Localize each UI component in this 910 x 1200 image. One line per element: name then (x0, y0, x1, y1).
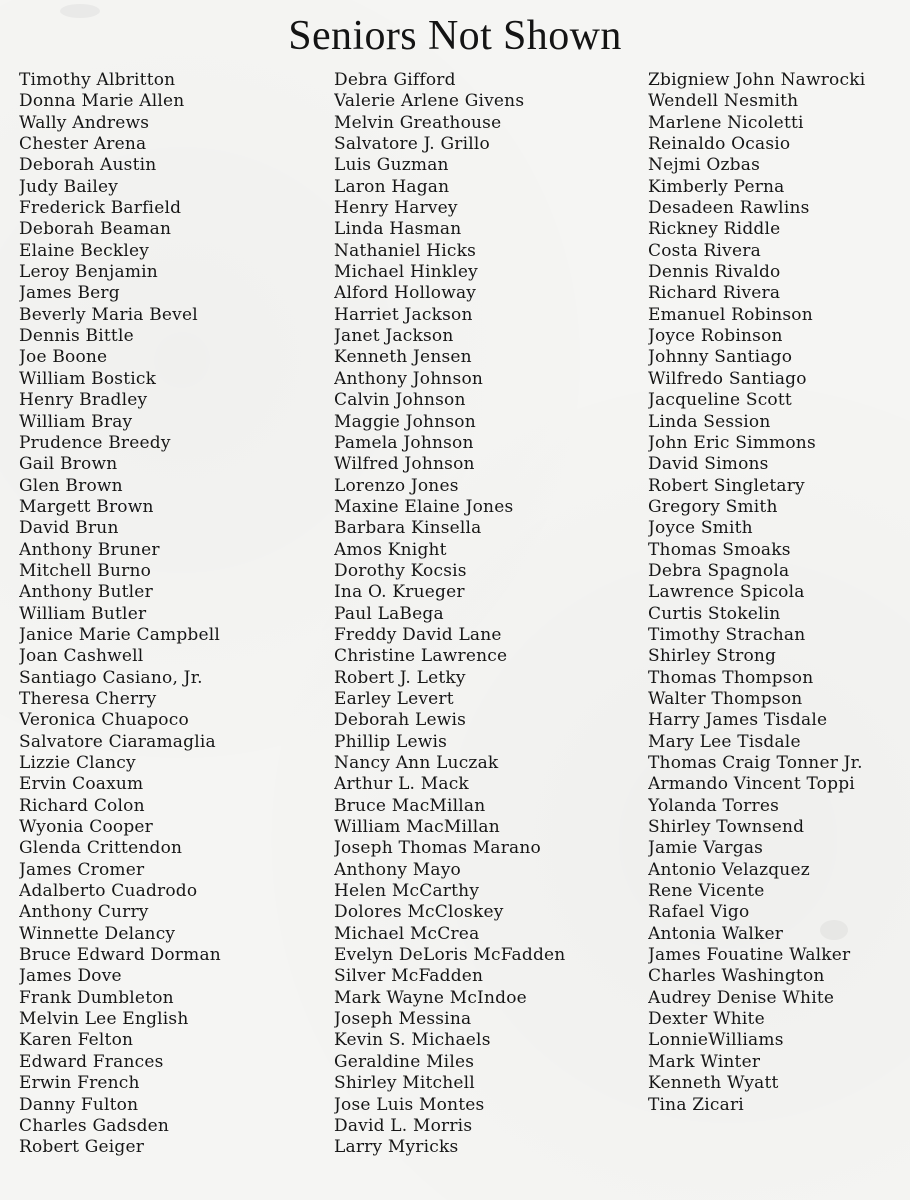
senior-name: Michael McCrea (334, 923, 480, 944)
senior-name: Anthony Curry (19, 902, 149, 923)
senior-name: Richard Rivera (648, 283, 781, 304)
senior-name: Wilfredo Santiago (648, 368, 807, 389)
senior-name: Thomas Smoaks (648, 539, 791, 560)
senior-name: Harriet Jackson (334, 304, 473, 325)
senior-name: Joyce Robinson (648, 326, 783, 347)
senior-name: Phillip Lewis (334, 731, 448, 752)
senior-name: Dexter White (648, 1009, 765, 1030)
senior-name: Calvin Johnson (334, 390, 466, 411)
senior-name: David Simons (648, 454, 769, 475)
senior-name: Janice Marie Campbell (19, 624, 221, 645)
senior-name: Shirley Townsend (648, 817, 805, 838)
senior-name: Christine Lawrence (334, 646, 508, 667)
senior-name: Reinaldo Ocasio (648, 134, 791, 155)
senior-name: Laron Hagan (334, 176, 450, 197)
senior-name: Maxine Elaine Jones (334, 496, 514, 517)
senior-name: James Fouatine Walker (648, 945, 851, 966)
senior-name: Nathaniel Hicks (334, 240, 477, 261)
senior-name: Leroy Benjamin (19, 262, 158, 283)
senior-name: James Dove (19, 966, 122, 987)
senior-name: Deborah Beaman (19, 219, 172, 240)
senior-name: Larry Myricks (334, 1137, 459, 1158)
senior-name: Salvatore J. Grillo (334, 134, 490, 155)
senior-name: Prudence Breedy (19, 432, 171, 453)
senior-name: Robert J. Letky (334, 667, 466, 688)
senior-name: Dolores McCloskey (334, 902, 504, 923)
senior-name: Nejmi Ozbas (648, 155, 761, 176)
senior-name: Ina O. Krueger (334, 582, 465, 603)
senior-name: Dennis Rivaldo (648, 262, 781, 283)
senior-name: Gail Brown (19, 454, 118, 475)
senior-name: Janet Jackson (334, 326, 454, 347)
senior-name: Curtis Stokelin (648, 603, 781, 624)
senior-name: LonnieWilliams (648, 1030, 784, 1051)
senior-name: Thomas Craig Tonner Jr. (648, 753, 863, 773)
senior-name: Beverly Maria Bevel (19, 304, 198, 325)
senior-name: Earley Levert (334, 688, 454, 709)
senior-name: Frank Dumbleton (19, 987, 174, 1008)
senior-name: Jacqueline Scott (648, 390, 792, 411)
senior-name: Dennis Bittle (19, 326, 134, 347)
senior-name: Shirley Strong (648, 646, 777, 667)
senior-name: Luis Guzman (334, 155, 449, 176)
senior-name: Marlene Nicoletti (648, 112, 804, 133)
senior-name: Barbara Kinsella (334, 518, 482, 539)
senior-name: Johnny Santiago (648, 347, 793, 368)
senior-name: Deborah Lewis (334, 710, 467, 731)
senior-name: Joan Cashwell (19, 646, 144, 667)
senior-name: Linda Hasman (334, 219, 462, 240)
senior-name: Wally Andrews (19, 112, 150, 133)
senior-name: Frederick Barfield (19, 198, 182, 219)
senior-name: David L. Morris (334, 1115, 473, 1136)
senior-name: William MacMillan (334, 817, 500, 838)
senior-name: Mitchell Burno (19, 560, 152, 581)
senior-name: Bruce MacMillan (334, 795, 486, 816)
senior-name: Zbigniew John Nawrocki (648, 70, 866, 90)
senior-name: Emanuel Robinson (648, 304, 813, 325)
senior-name: Salvatore Ciaramaglia (19, 731, 216, 752)
senior-name: Kevin S. Michaels (334, 1030, 491, 1051)
senior-name: Wilfred Johnson (334, 454, 475, 475)
senior-name: Chester Arena (19, 134, 147, 155)
senior-name: Costa Rivera (648, 240, 761, 261)
senior-name: Amos Knight (334, 539, 447, 560)
senior-name: Elaine Beckley (19, 240, 150, 261)
senior-name: William Bostick (19, 368, 157, 389)
senior-name: Anthony Bruner (19, 539, 160, 560)
senior-name: Antonia Walker (648, 923, 784, 944)
senior-name: Kenneth Jensen (334, 347, 472, 368)
senior-name: David Brun (19, 518, 119, 539)
senior-name: Kenneth Wyatt (648, 1073, 779, 1094)
senior-name: Evelyn DeLoris McFadden (334, 945, 566, 966)
senior-name: Melvin Greathouse (334, 112, 502, 133)
senior-name: William Butler (19, 603, 147, 624)
senior-name: William Bray (19, 411, 133, 432)
senior-name: Lorenzo Jones (334, 475, 459, 496)
senior-name: Winnette Delancy (19, 923, 176, 944)
name-column-middle (334, 70, 624, 1159)
senior-name: Wendell Nesmith (648, 91, 799, 112)
senior-name: Valerie Arlene Givens (334, 91, 525, 112)
senior-name: Arthur L. Mack (334, 774, 469, 795)
senior-name: Paul LaBega (334, 603, 444, 624)
senior-name: Timothy Strachan (648, 624, 806, 645)
senior-name: Charles Washington (648, 966, 825, 987)
senior-name: Audrey Denise White (648, 987, 835, 1008)
senior-name: Mark Winter (648, 1051, 761, 1072)
senior-name: Glenda Crittendon (19, 838, 183, 859)
senior-name: James Cromer (19, 859, 145, 880)
senior-name: Donna Marie Allen (19, 91, 185, 112)
senior-name: Silver McFadden (334, 966, 484, 987)
senior-name: John Eric Simmons (648, 432, 816, 453)
senior-name: Maggie Johnson (334, 411, 476, 432)
senior-name: Karen Felton (19, 1030, 134, 1051)
senior-name: Rafael Vigo (648, 902, 750, 923)
senior-name: Walter Thompson (648, 688, 803, 709)
senior-name: Danny Fulton (19, 1094, 139, 1115)
senior-name: Joseph Thomas Marano (334, 838, 541, 859)
senior-name: Mark Wayne McIndoe (334, 987, 527, 1008)
senior-name: James Berg (19, 283, 120, 304)
senior-name: Veronica Chuapoco (19, 710, 189, 731)
name-column-left (19, 70, 309, 1159)
senior-name: Erwin French (19, 1073, 140, 1094)
senior-name: Jamie Vargas (648, 838, 764, 859)
senior-name: Armando Vincent Toppi (648, 774, 855, 795)
senior-name: Melvin Lee English (19, 1009, 189, 1030)
senior-name: Nancy Ann Luczak (334, 753, 499, 773)
senior-name: Debra Gifford (334, 70, 456, 90)
senior-name: Theresa Cherry (19, 688, 157, 709)
page-title: Seniors Not Shown (288, 13, 622, 59)
senior-name: Anthony Mayo (334, 859, 461, 880)
senior-name: Robert Singletary (648, 475, 805, 496)
senior-name: Henry Harvey (334, 198, 458, 219)
senior-name: Freddy David Lane (334, 624, 502, 645)
senior-name: Ervin Coaxum (19, 774, 144, 795)
senior-name: Henry Bradley (19, 390, 148, 411)
senior-name: Jose Luis Montes (334, 1094, 485, 1115)
senior-name: Adalberto Cuadrodo (19, 881, 198, 902)
senior-name: Santiago Casiano, Jr. (19, 667, 203, 688)
senior-name: Timothy Albritton (19, 70, 176, 90)
senior-name: Linda Session (648, 411, 771, 432)
senior-name: Helen McCarthy (334, 881, 480, 902)
senior-name: Thomas Thompson (648, 667, 814, 688)
senior-name: Geraldine Miles (334, 1051, 475, 1072)
senior-name: Harry James Tisdale (648, 710, 828, 731)
senior-name: Tina Zicari (648, 1094, 744, 1115)
senior-name: Shirley Mitchell (334, 1073, 475, 1094)
senior-name: Desadeen Rawlins (648, 198, 810, 219)
senior-name: Antonio Velazquez (648, 859, 810, 880)
senior-name: Rickney Riddle (648, 219, 781, 240)
senior-name: Lawrence Spicola (648, 582, 805, 603)
senior-name: Joseph Messina (334, 1009, 472, 1030)
senior-name: Joyce Smith (648, 518, 753, 539)
senior-name: Anthony Butler (19, 582, 153, 603)
senior-name: Rene Vicente (648, 881, 765, 902)
senior-name: Wyonia Cooper (19, 817, 154, 838)
senior-name: Judy Bailey (19, 176, 119, 197)
senior-name: Yolanda Torres (648, 795, 780, 816)
senior-name: Michael Hinkley (334, 262, 478, 283)
senior-name: Joe Boone (19, 347, 108, 368)
senior-name: Glen Brown (19, 475, 123, 496)
senior-name: Anthony Johnson (334, 368, 484, 389)
senior-name: Edward Frances (19, 1051, 164, 1072)
senior-name: Richard Colon (19, 795, 145, 816)
name-column-right (648, 70, 906, 1116)
senior-name: Bruce Edward Dorman (19, 945, 221, 966)
senior-name: Charles Gadsden (19, 1115, 170, 1136)
senior-name: Margett Brown (19, 496, 154, 517)
senior-name: Kimberly Perna (648, 176, 785, 197)
senior-name: Gregory Smith (648, 496, 778, 517)
senior-name: Robert Geiger (19, 1137, 145, 1158)
senior-name: Alford Holloway (334, 283, 477, 304)
senior-name: Debra Spagnola (648, 560, 790, 581)
senior-name: Dorothy Kocsis (334, 560, 467, 581)
senior-name: Mary Lee Tisdale (648, 731, 801, 752)
senior-name: Lizzie Clancy (19, 753, 136, 773)
senior-name: Deborah Austin (19, 155, 157, 176)
senior-name: Pamela Johnson (334, 432, 474, 453)
